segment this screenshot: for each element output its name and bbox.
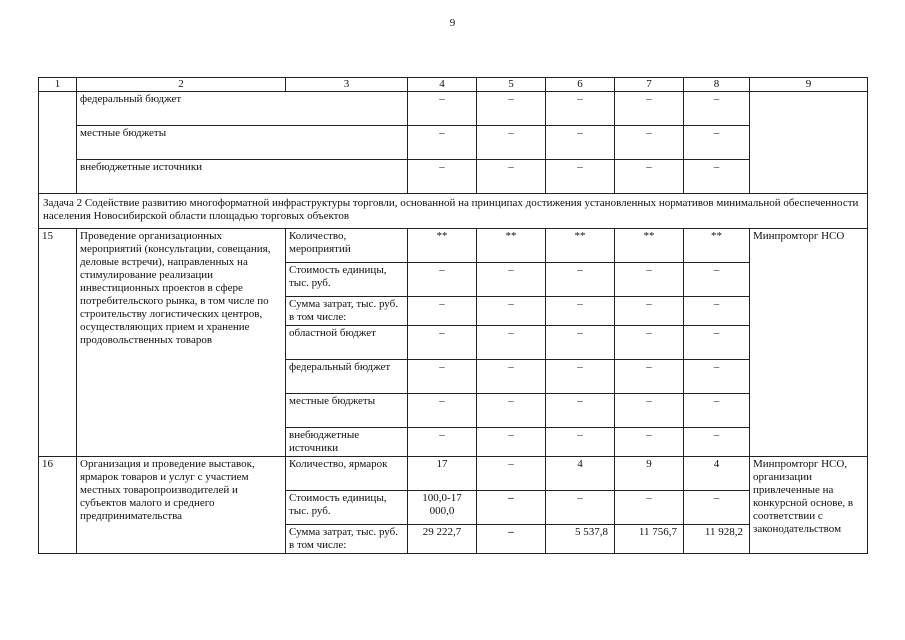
item-title: Организация и проведение выставок, ярмарок товаров и услуг с участием местных товаропроизводителей и субъектов малого и среднего предпринимательства — [77, 457, 286, 554]
row-label: местные бюджеты — [286, 394, 408, 428]
row-label: внебюджетные источники — [286, 428, 408, 457]
value-cell: 4 — [684, 457, 750, 491]
value-cell: – — [477, 160, 546, 194]
row-label: Стоимость единицы, тыс. руб. — [286, 263, 408, 297]
item-number: 16 — [39, 457, 77, 554]
value-cell: 11 756,7 — [615, 525, 684, 554]
value-cell: – — [477, 457, 546, 491]
row-label: внебюджетные источники — [77, 160, 408, 194]
value-cell: – — [615, 326, 684, 360]
table-row — [39, 92, 868, 126]
value-cell: – — [477, 360, 546, 394]
value-cell: – — [477, 297, 546, 326]
task-heading: Задача 2 Содействие развитию многоформатной инфраструктуры торговли, основанной на принципах достижения установленных нормативов минимальной обеспеченности населения Новосибирской области площадью торговых объектов — [39, 194, 868, 229]
row-label: федеральный бюджет — [286, 360, 408, 394]
value-cell: ** — [408, 229, 477, 263]
responsible-cell: Минпромторг НСО, организации привлеченные на конкурсной основе, в соответствии с законодательством — [750, 457, 868, 554]
value-cell: 9 — [615, 457, 684, 491]
value-cell: – — [408, 326, 477, 360]
header-cell: 1 — [39, 78, 77, 92]
page-number: 9 — [449, 17, 456, 29]
value-cell: – — [546, 326, 615, 360]
row-label: федеральный бюджет — [77, 92, 408, 126]
table-row — [39, 229, 868, 263]
value-cell: – — [408, 360, 477, 394]
value-cell: – — [684, 360, 750, 394]
program-table — [38, 77, 868, 554]
value-cell: – — [684, 263, 750, 297]
row-label: местные бюджеты — [77, 126, 408, 160]
row-label: Стоимость единицы, тыс. руб. — [286, 491, 408, 525]
row-label: областной бюджет — [286, 326, 408, 360]
value-cell: 5 537,8 — [546, 525, 615, 554]
item-title: Проведение организационных мероприятий (консультации, совещания, деловые встречи), направленных на стимулирование реализации инвестиционных проектов в сфере потребительского рынка, в том числе по строительству логистических центров, осуществляющих прием и хранение продовольственных товаров — [77, 229, 286, 457]
value-cell: – — [615, 360, 684, 394]
header-cell: 9 — [750, 78, 868, 92]
value-cell: – — [477, 428, 546, 457]
value-cell: – — [477, 394, 546, 428]
value-cell: – — [684, 92, 750, 126]
header-cell: 4 — [408, 78, 477, 92]
value-cell: – — [546, 160, 615, 194]
value-cell: – — [546, 428, 615, 457]
header-cell: 2 — [77, 78, 286, 92]
value-cell: – — [684, 428, 750, 457]
value-cell: – — [615, 394, 684, 428]
empty-cell — [750, 92, 868, 194]
value-cell: 4 — [546, 457, 615, 491]
value-cell: 29 222,7 — [408, 525, 477, 554]
value-cell: – — [684, 491, 750, 525]
header-cell: 5 — [477, 78, 546, 92]
value-cell: 17 — [408, 457, 477, 491]
value-cell: – — [546, 360, 615, 394]
value-cell: – — [546, 297, 615, 326]
value-cell: – — [615, 263, 684, 297]
row-label: Сумма затрат, тыс. руб. в том числе: — [286, 297, 408, 326]
value-cell: – — [615, 491, 684, 525]
value-cell: – — [615, 160, 684, 194]
value-cell: – — [408, 297, 477, 326]
table-row — [39, 457, 868, 491]
value-cell: – — [615, 126, 684, 160]
value-cell: – — [684, 326, 750, 360]
value-cell: – — [684, 297, 750, 326]
item-number: 15 — [39, 229, 77, 457]
value-cell: – — [477, 491, 546, 525]
row-label: Количество, мероприятий — [286, 229, 408, 263]
responsible-cell: Минпромторг НСО — [750, 229, 868, 457]
value-cell: – — [477, 92, 546, 126]
value-cell: ** — [615, 229, 684, 263]
task-row — [39, 194, 868, 229]
value-cell: – — [684, 160, 750, 194]
value-cell: – — [684, 394, 750, 428]
value-cell: – — [408, 126, 477, 160]
value-cell: – — [546, 491, 615, 525]
header-cell: 7 — [615, 78, 684, 92]
value-cell: ** — [684, 229, 750, 263]
row-label: Сумма затрат, тыс. руб. в том числе: — [286, 525, 408, 554]
value-cell: – — [546, 263, 615, 297]
value-cell: – — [615, 297, 684, 326]
value-cell: – — [477, 326, 546, 360]
value-cell: – — [408, 263, 477, 297]
value-cell: – — [546, 394, 615, 428]
value-cell: – — [477, 263, 546, 297]
value-cell: – — [408, 160, 477, 194]
value-cell: – — [546, 92, 615, 126]
value-cell: – — [615, 92, 684, 126]
value-cell: – — [408, 394, 477, 428]
empty-cell — [39, 92, 77, 194]
value-cell: ** — [546, 229, 615, 263]
header-cell: 6 — [546, 78, 615, 92]
header-cell: 8 — [684, 78, 750, 92]
table-row — [39, 160, 868, 194]
value-cell: 100,0-17 000,0 — [408, 491, 477, 525]
header-row — [39, 78, 868, 92]
value-cell: – — [684, 126, 750, 160]
value-cell: – — [615, 428, 684, 457]
value-cell: – — [408, 428, 477, 457]
header-cell: 3 — [286, 78, 408, 92]
value-cell: – — [477, 525, 546, 554]
value-cell: – — [408, 92, 477, 126]
row-label: Количество, ярмарок — [286, 457, 408, 491]
table-row — [39, 126, 868, 160]
value-cell: ** — [477, 229, 546, 263]
value-cell: 11 928,2 — [684, 525, 750, 554]
value-cell: – — [477, 126, 546, 160]
value-cell: – — [546, 126, 615, 160]
